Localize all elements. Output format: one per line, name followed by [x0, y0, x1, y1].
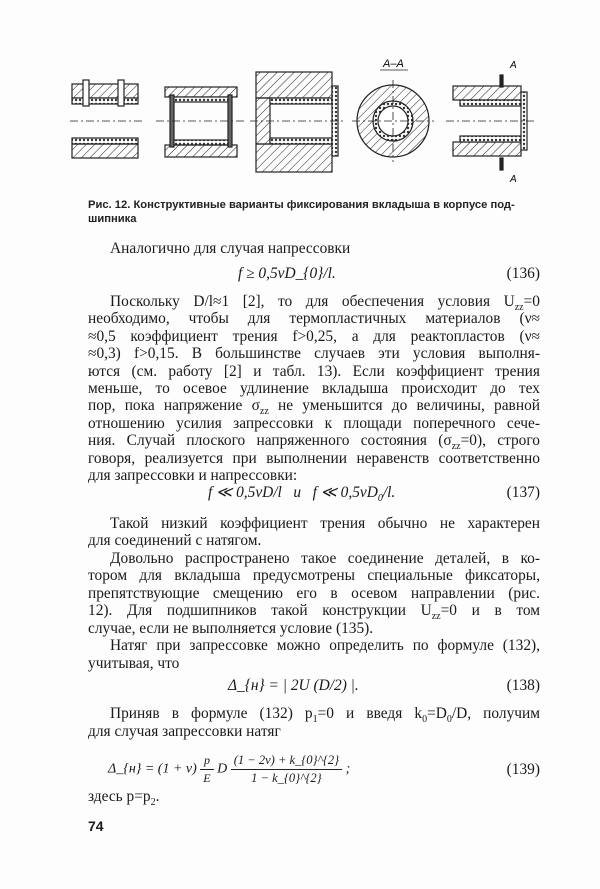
equation-body: f ≪ 0,5νD/l и f ≪ $0,5\nu D_0/l$. — [208, 484, 396, 505]
arrow-label-bottom: A — [510, 174, 517, 185]
text-line: для запрессовки и напрессовки: — [88, 467, 298, 484]
figure-12-bearing-variants — [70, 50, 550, 190]
equation-end: ; — [342, 761, 351, 777]
equation-number: (138) — [506, 677, 540, 694]
page-number: 74 — [88, 818, 104, 834]
text-line: Приняв в формуле (132) $p_1=0$ и введя $k_0=D_0/D$, получим — [110, 705, 540, 726]
text-line: говоря, реализуется при выполнении неравенств соответственно — [88, 450, 540, 467]
bearing-variant-2 — [156, 87, 246, 157]
equation-number: (137) — [506, 484, 540, 501]
equation-lhs: Δ_{н} = (1 + ν) — [108, 761, 201, 777]
figure-caption-line: Рис. 12. Конструктивные варианты фиксирования вкладыша в корпусе под- — [88, 199, 515, 211]
text-line: учитывая, что — [88, 655, 180, 672]
equation-number: (136) — [506, 265, 540, 282]
text-line: ≈0,3) f>0,15. В большинстве случаев эти условия выполня- — [88, 345, 540, 362]
text-line: для соединений с натягом. — [88, 532, 262, 549]
fraction-p: p — [200, 752, 213, 770]
equation-mid: D — [213, 761, 231, 777]
figure-caption-line: шипника — [88, 213, 137, 225]
text-line: Довольно распространено такое соединение деталей, в ко- — [110, 550, 540, 567]
section-a-a — [352, 70, 434, 162]
text-line: тором для вкладыша предусмотрены специальные фиксаторы, — [88, 567, 540, 584]
equation-body — [108, 752, 350, 787]
text-line: препятствующие смещению его в осевом направлении (рис. — [88, 585, 540, 602]
equation-139 — [88, 752, 540, 786]
equation-body: Δ_{н} = | 2U (D/2) |. — [228, 677, 359, 694]
text-line: 12). Для подшипников такой конструкции $U_{zz}=0$ и в том — [88, 602, 540, 623]
text-line: пор, пока напряжение $\sigma_{zz}$ не уменьшится до величины, равной — [88, 397, 540, 418]
text-line: отношению усилия запрессовки к площади поперечного сече- — [88, 415, 540, 432]
text-line: ются (см. работу [2] и табл. 13). Если коэффициент трения — [88, 363, 540, 380]
equation-body: f ≥ 0,5νD_{0}/l. — [238, 265, 336, 282]
text-line: Аналогично для случая напрессовки — [110, 240, 351, 257]
text-line: Поскольку D/l≈1 [2], то для обеспечения условия $U_{zz}=0$ — [110, 293, 540, 314]
bearing-variant-5 — [446, 75, 536, 170]
text-line: для случая запрессовки натяг — [88, 723, 281, 740]
text-line: меньше, то осевое удлинение вкладыша происходит до тех — [88, 380, 540, 397]
fraction-numerator: (1 − 2ν) + k_{0}^{2} — [231, 752, 342, 770]
text-line: случае, если не выполняется условие (135). — [88, 620, 374, 637]
text-line: ния. Случай плоского напряженного состояния $(\sigma_{zz}=0)$, строго — [88, 432, 540, 453]
equation-number: (139) — [506, 761, 540, 778]
arrow-label-top: A — [510, 60, 517, 71]
fraction-denominator: 1 − k_{0}^{2} — [251, 771, 322, 785]
text-line: здесь $p=p_2$. — [88, 788, 160, 809]
fraction-e: E — [203, 771, 211, 785]
text-line: необходимо, чтобы для термопластичных материалов (ν≈ — [88, 310, 540, 327]
bearing-variant-3 — [250, 72, 346, 172]
bearing-variant-1 — [70, 80, 142, 158]
text-line: Такой низкий коэффициент трения обычно не характерен — [110, 515, 540, 532]
text-line: Натяг при запрессовке можно определить по формуле (132), — [110, 637, 540, 654]
section-label: A–A — [383, 58, 404, 70]
text-line: ≈0,5 коэффициент трения f>0,25, а для реактопластов (ν≈ — [88, 328, 540, 345]
